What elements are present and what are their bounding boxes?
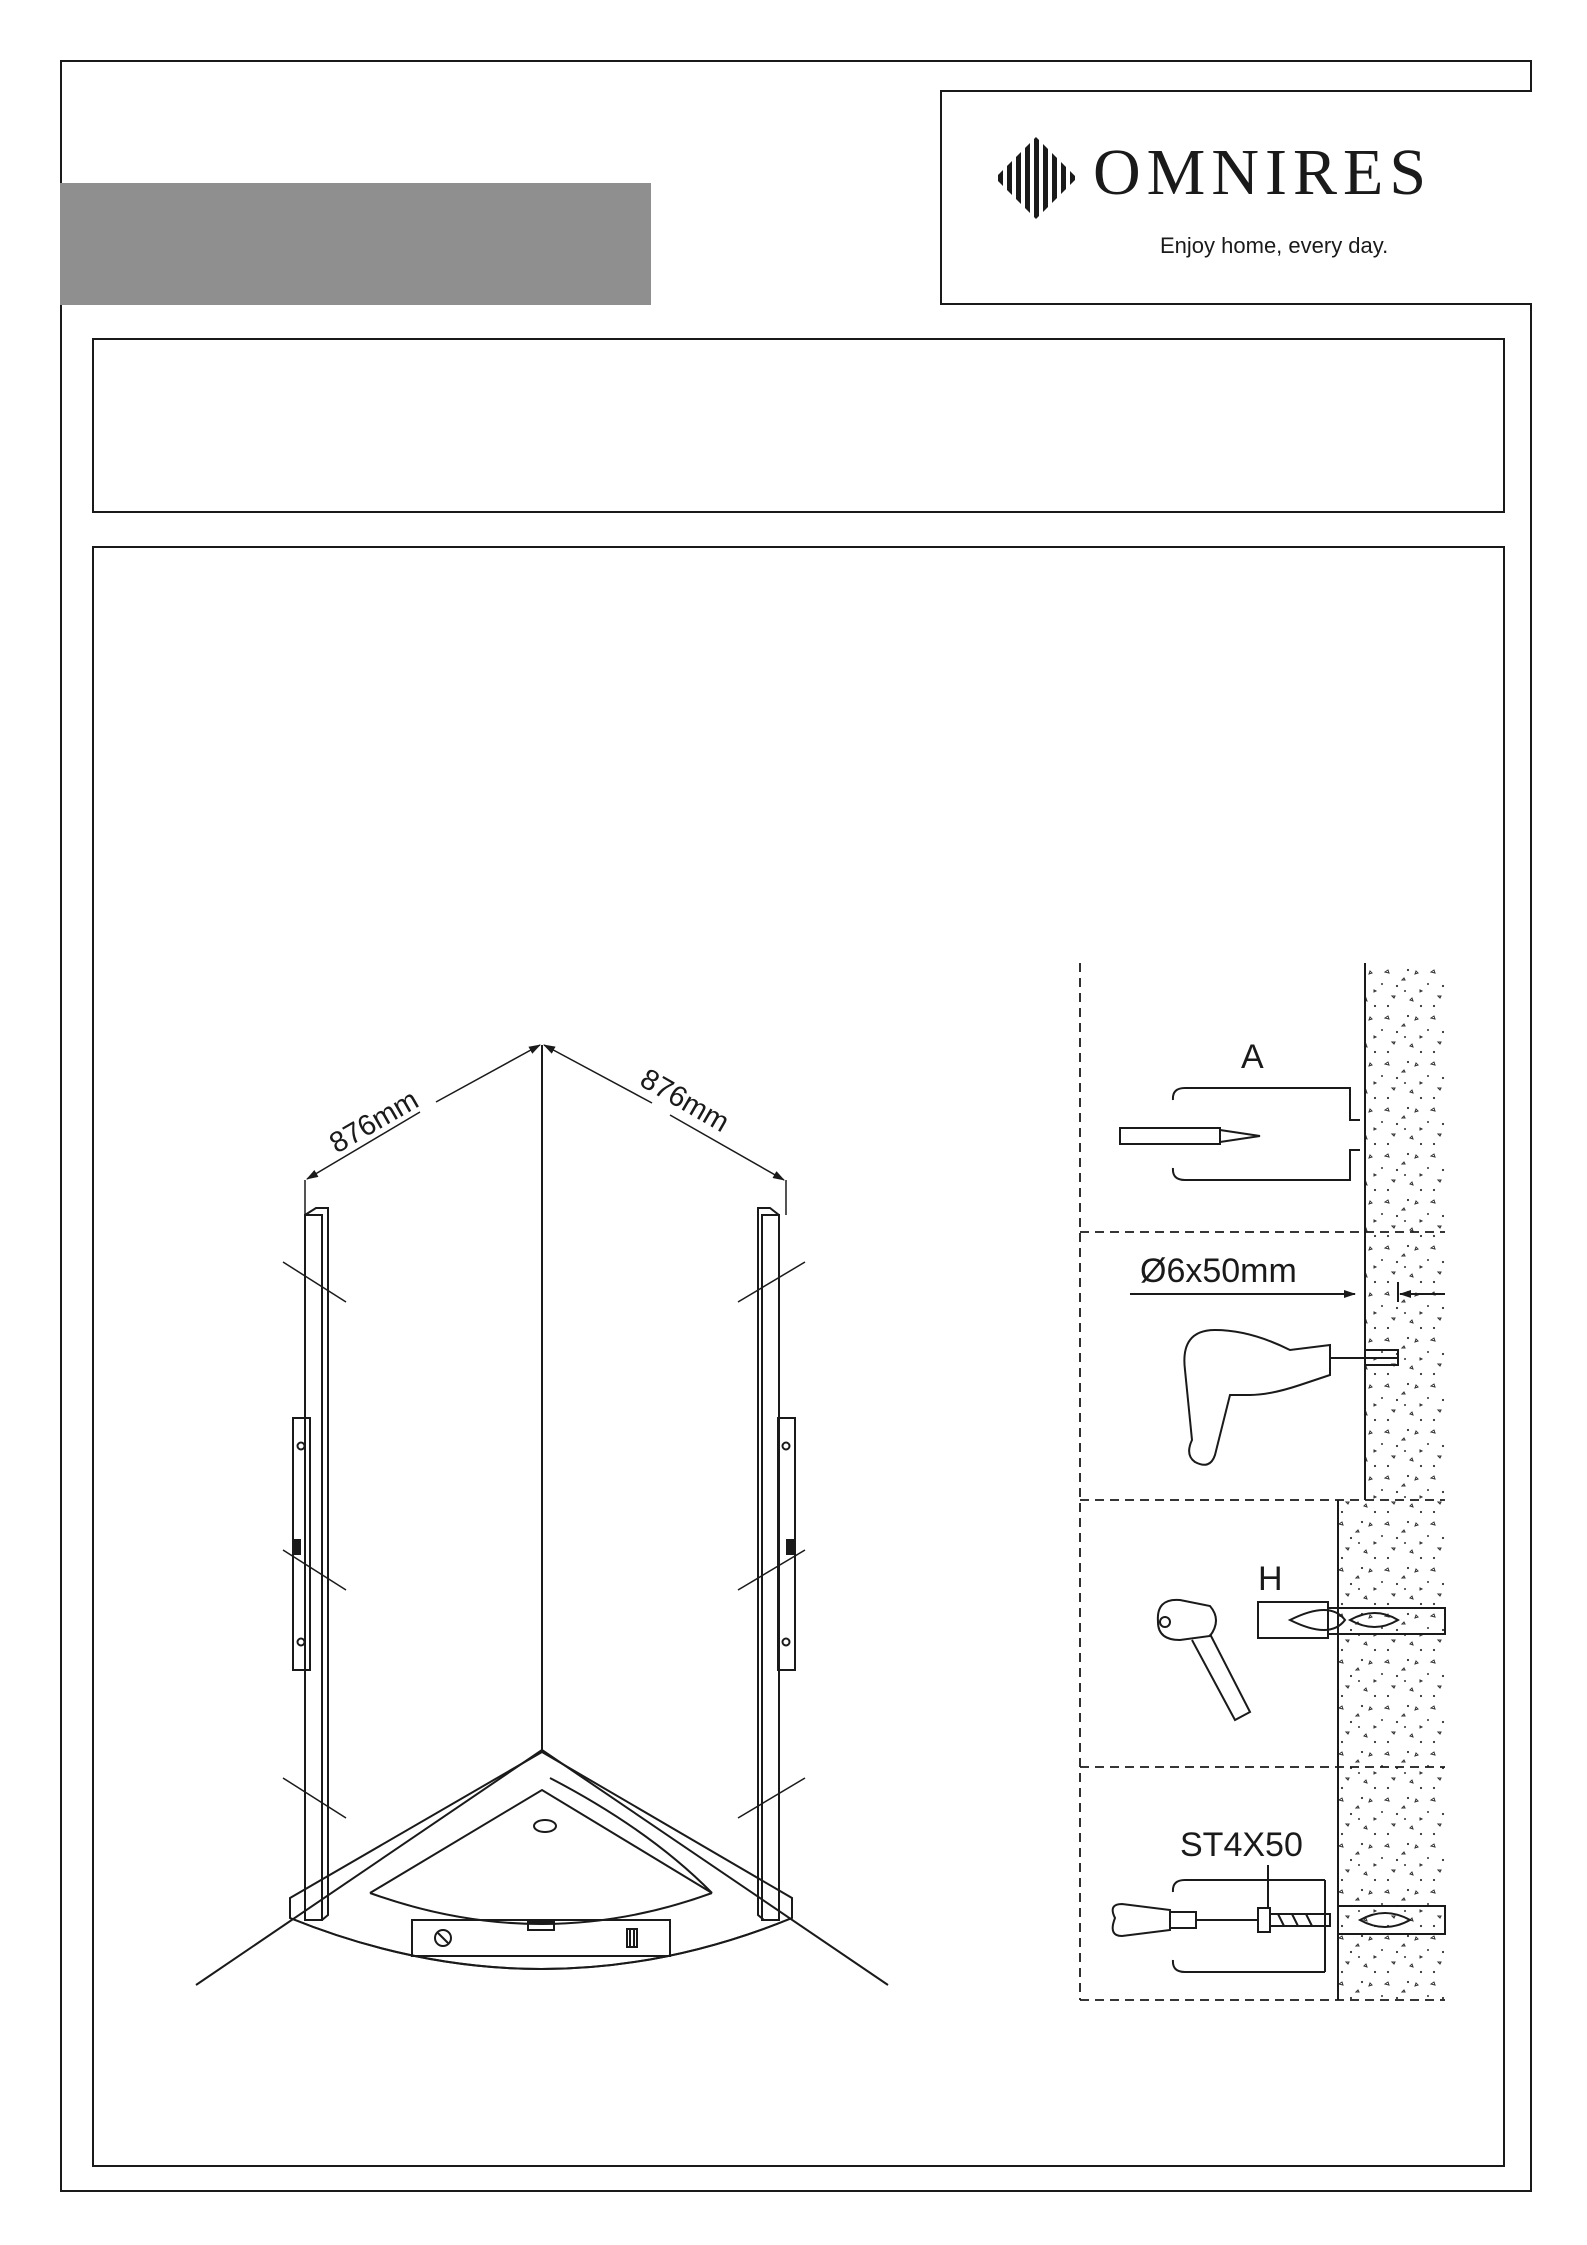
brand-tagline: Enjoy home, every day.: [1160, 233, 1389, 258]
hammer-icon: [1158, 1600, 1250, 1720]
brand-name: OMNIRES: [1093, 136, 1433, 209]
dimension-left-label: 876mm: [324, 1083, 425, 1160]
step-h-label: H: [1258, 1560, 1283, 1598]
installation-steps-panel: [1080, 963, 1445, 2000]
shower-enclosure-drawing: [196, 1045, 888, 1985]
step-4-screw-label: ST4X50: [1180, 1826, 1303, 1864]
step-2-drill-size-label: Ø6x50mm: [1140, 1252, 1297, 1290]
step-a-profile-drawing: [1120, 1088, 1360, 1180]
step-a-label: A: [1241, 1038, 1264, 1076]
dimension-right-label: 876mm: [634, 1062, 735, 1139]
